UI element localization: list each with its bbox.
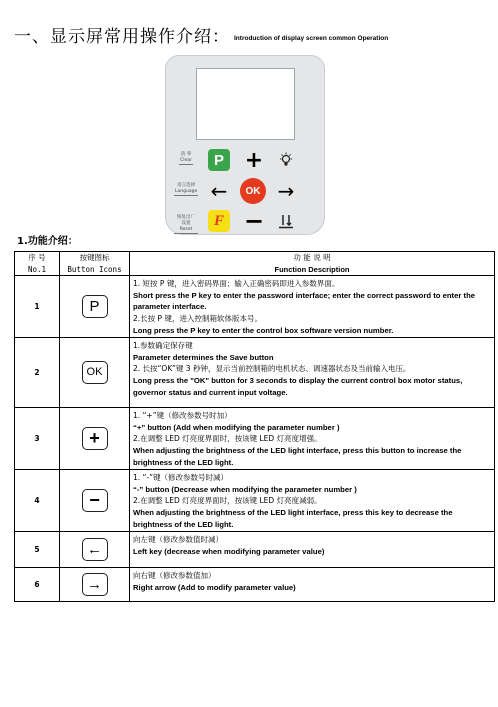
clear-label: 清 零 Clear <box>180 152 192 163</box>
description-line: Long press the P key to enter the control box software version number. <box>133 325 394 335</box>
row-number: 3 <box>15 408 60 470</box>
description-line: 1. “+”键（修改参数号时加） <box>133 411 232 421</box>
function-table <box>14 251 495 602</box>
table-row <box>15 408 495 470</box>
plus-button-icon: + <box>82 427 108 450</box>
ok-button-icon: OK <box>82 361 108 384</box>
p-button-icon: P <box>82 295 108 318</box>
page-title <box>14 22 388 47</box>
table-row <box>15 338 495 408</box>
language-label: 语言选择 Language <box>175 183 198 194</box>
f-key: F <box>208 210 230 232</box>
description-cell <box>130 568 495 602</box>
description-line: “+” button (Add when modifying the parameter number ) <box>133 422 340 432</box>
description-line: 2.在调整 LED 灯亮度界面时，按该键 LED 灯亮度减弱。 <box>133 496 322 506</box>
title-english: Introduction of display screen common Operation <box>234 35 389 42</box>
light-bulb-icon <box>275 149 297 171</box>
table-row <box>15 470 495 532</box>
description-line: 1. 短按 P 键，进入密码界面；输入正确密码即进入参数界面。 <box>133 279 340 289</box>
description-line: Long press the "OK" button for 3 seconds to display the current control box motor status, governor status and current input voltage. <box>133 375 463 397</box>
description-line: Left key (decrease when modifying parameter value) <box>133 546 325 556</box>
button-icon-cell <box>60 568 130 602</box>
reset-label: 恢复出厂设置 Reset <box>174 215 198 234</box>
minus-button-icon: − <box>82 489 108 512</box>
right-arrow-icon: → <box>82 573 108 596</box>
button-icon-cell <box>60 532 130 568</box>
description-line: 1. “-”键（修改参数号时减） <box>133 473 229 483</box>
description-line: “-” button (Decrease when modifying the parameter number ) <box>133 484 357 494</box>
description-line: 2. 长按“OK”键 3 秒钟，显示当前控制箱的电机状态、调速器状态及当前输入电压。 <box>133 364 411 374</box>
control-panel-image <box>165 55 325 235</box>
header-icon: 按键图标 Button Icons <box>60 252 130 276</box>
table-row <box>15 276 495 338</box>
description-line: 向左键（修改参数值时减） <box>133 535 223 545</box>
table-row <box>15 532 495 568</box>
table-row <box>15 568 495 602</box>
ok-key: OK <box>240 178 266 204</box>
description-line: When adjusting the brightness of the LED light interface, press this button to increase the brightness of the LED light. <box>133 445 462 467</box>
description-cell <box>130 532 495 568</box>
needle-position-icon <box>275 210 297 232</box>
row-number: 5 <box>15 532 60 568</box>
header-desc: 功 能 说 明 Function Description <box>130 252 495 276</box>
description-line: 2.长按 P 键，进入控制箱软体版本号。 <box>133 313 262 323</box>
left-arrow-key: ← <box>210 179 228 203</box>
description-cell <box>130 338 495 408</box>
title-chinese: 一、显示屏常用操作介绍： <box>14 27 230 47</box>
row-number: 1 <box>15 276 60 338</box>
display-screen <box>196 68 295 140</box>
header-no: 序 号 No.1 <box>15 252 60 276</box>
table-header-row <box>15 252 495 276</box>
section-title: 1.功能介绍： <box>17 236 78 247</box>
left-arrow-icon: ← <box>82 538 108 561</box>
button-icon-cell <box>60 276 130 338</box>
description-line: When adjusting the brightness of the LED light interface, press this key to decrease the brightness of the LED light. <box>133 507 453 529</box>
p-key: P <box>208 149 230 171</box>
row-number: 2 <box>15 338 60 408</box>
button-icon-cell <box>60 408 130 470</box>
row-number: 6 <box>15 568 60 602</box>
minus-key: − <box>243 207 265 235</box>
description-line: Short press the P key to enter the password interface; enter the correct password to enter the parameter interface. <box>133 290 476 312</box>
description-line: Parameter determines the Save button <box>133 352 274 362</box>
right-arrow-key: → <box>277 179 295 203</box>
description-cell <box>130 276 495 338</box>
description-line: Right arrow (Add to modify parameter value) <box>133 582 296 592</box>
description-line: 1.参数确定保存键 <box>133 341 193 351</box>
description-cell <box>130 408 495 470</box>
button-icon-cell <box>60 338 130 408</box>
button-icon-cell <box>60 470 130 532</box>
row-number: 4 <box>15 470 60 532</box>
plus-key: + <box>244 147 264 173</box>
description-line: 向右键（修改参数值加） <box>133 571 216 581</box>
description-line: 2.在调整 LED 灯亮度界面时，按该键 LED 灯亮度增强。 <box>133 434 322 444</box>
description-cell <box>130 470 495 532</box>
